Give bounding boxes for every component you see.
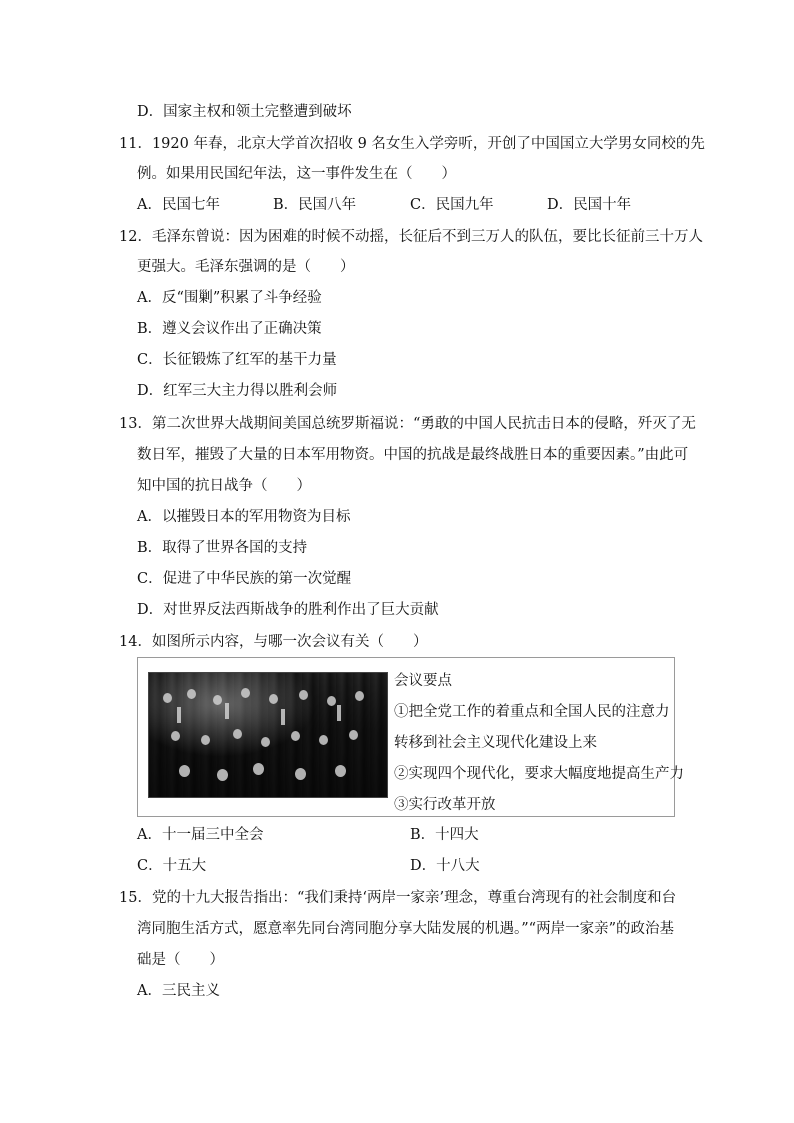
- q13-stem-line2: 数日军，摧毁了大量的日本军用物资。中国的抗战是最终战胜日本的重要因素。”由此可: [137, 447, 689, 463]
- q12-option-b: B．遵义会议作出了正确决策: [137, 321, 322, 337]
- q11-stem-line2: 例。如果用民国纪年法，这一事件发生在（ ）: [137, 166, 456, 182]
- q12-stem-line1: 12．毛泽东曾说：因为困难的时候不动摇，长征后不到三万人的队伍，要比长征前三十万人: [119, 229, 703, 245]
- q14-option-c: C．十五大: [137, 858, 207, 874]
- q15-option-a: A．三民主义: [137, 983, 220, 999]
- q13-option-d: D．对世界反法西斯战争的胜利作出了巨大贡献: [137, 602, 439, 618]
- q14-figure: [137, 657, 684, 817]
- q14-option-a: A．十一届三中全会: [137, 827, 264, 843]
- q11-option-a: A．民国七年: [137, 197, 220, 213]
- meeting-points-title: 会议要点: [394, 673, 452, 689]
- q12-stem-line2: 更强大。毛泽东强调的是（ ）: [137, 259, 355, 275]
- q14-option-b: B．十四大: [410, 827, 479, 843]
- q15-stem-line1: 15．党的十九大报告指出：“我们秉持‘两岸一家亲’理念，尊重台湾现有的社会制度和台: [119, 890, 677, 906]
- q11-option-c: C．民国九年: [410, 197, 494, 213]
- q13-option-a: A．以摧毁日本的军用物资为目标: [137, 509, 351, 525]
- q14-stem-line1: 14．如图所示内容，与哪一次会议有关（ ）: [119, 634, 428, 650]
- q12-option-c: C．长征锻炼了红军的基干力量: [137, 352, 337, 368]
- q15-stem-line2: 湾同胞生活方式，愿意率先同台湾同胞分享大陆发展的机遇。”“两岸一家亲”的政治基: [137, 921, 674, 937]
- q11-stem-line1: 11．1920 年春，北京大学首次招收 9 名女生入学旁听，开创了中国国立大学男女同校的先: [119, 136, 705, 152]
- meeting-point-3: ③实行改革开放: [394, 797, 496, 813]
- q13-option-b: B．取得了世界各国的支持: [137, 540, 308, 556]
- q13-stem-line1: 13．第二次世界大战期间美国总统罗斯福说：“勇敢的中国人民抗击日本的侵略，歼灭了无: [119, 416, 696, 432]
- q10-option-d: D．国家主权和领土完整遭到破坏: [137, 104, 352, 120]
- q15-stem-line3: 础是（ ）: [137, 952, 224, 968]
- q11-option-d: D．民国十年: [547, 197, 632, 213]
- q13-option-c: C．促进了中华民族的第一次觉醒: [137, 571, 352, 587]
- meeting-point-1-cont: 转移到社会主义现代化建设上来: [394, 735, 597, 751]
- meeting-photo: [148, 672, 388, 798]
- meeting-point-1: ①把全党工作的着重点和全国人民的注意力: [394, 704, 670, 720]
- meeting-point-2: ②实现四个现代化，要求大幅度地提高生产力: [394, 766, 684, 782]
- q12-option-d: D．红军三大主力得以胜利会师: [137, 383, 338, 399]
- q14-option-d: D．十八大: [410, 858, 480, 874]
- q13-stem-line3: 知中国的抗日战争（ ）: [137, 478, 311, 494]
- meeting-points: [394, 666, 684, 821]
- q12-option-a: A．反“围剿”积累了斗争经验: [137, 290, 322, 306]
- q11-option-b: B．民国八年: [273, 197, 357, 213]
